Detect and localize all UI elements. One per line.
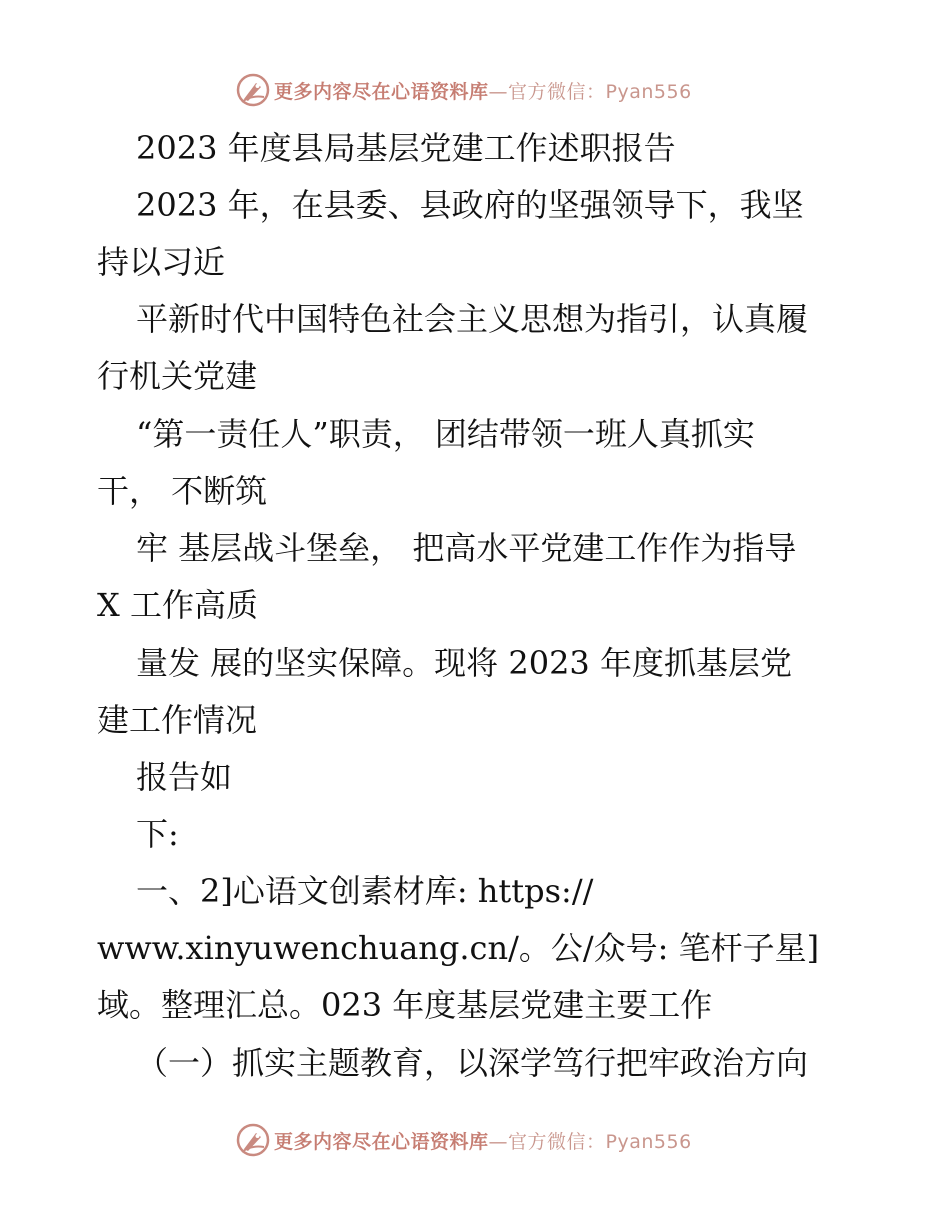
banner-wechat-id: Pyan556 <box>605 1130 692 1153</box>
paragraph-line: 域。整理汇总。023 年度基层党建主要工作 <box>97 986 713 1024</box>
header-banner <box>236 72 716 108</box>
section-heading: 一、2]心语文创素材库: https:// <box>136 872 594 910</box>
document-title: 2023 年度县局基层党建工作述职报告 <box>136 129 676 167</box>
banner-separator: — <box>488 1130 509 1153</box>
pen-nib-logo-icon <box>236 1123 270 1157</box>
paragraph-line: 下: <box>136 815 179 853</box>
paragraph-line: 干， 不断筑 <box>97 472 268 510</box>
paragraph-line: 2023 年，在县委、县政府的坚强领导下，我坚 <box>136 186 804 224</box>
paragraph-line: 行机关党建 <box>97 357 258 395</box>
paragraph-line: 建工作情况 <box>97 701 258 739</box>
banner-wechat-label: 官方微信： <box>508 1130 606 1153</box>
banner-main-text: 更多内容尽在心语资料库 <box>274 80 489 103</box>
subsection-heading: （一）抓实主题教育，以深学笃行把牢政治方向 <box>136 1044 809 1082</box>
banner-wechat-id: Pyan556 <box>605 80 692 103</box>
pen-nib-logo-icon <box>236 73 270 107</box>
paragraph-line: 持以习近 <box>97 243 226 281</box>
paragraph-line: X 工作高质 <box>97 586 258 624</box>
paragraph-line: www.xinyuwenchuang.cn/。公/众号: 笔杆子星] <box>97 929 820 967</box>
footer-banner-text <box>274 1127 692 1154</box>
footer-banner <box>236 1122 716 1158</box>
paragraph-line: 量发 展的坚实保障。现将 2023 年度抓基层党 <box>136 644 792 682</box>
paragraph-line: 平新时代中国特色社会主义思想为指引，认真履 <box>136 300 809 338</box>
paragraph-line: 牢 基层战斗堡垒， 把高水平党建工作作为指导 <box>136 529 797 567</box>
banner-separator: — <box>488 80 509 103</box>
banner-main-text: 更多内容尽在心语资料库 <box>274 1130 489 1153</box>
banner-wechat-label: 官方微信： <box>508 80 606 103</box>
header-banner-text <box>274 77 692 104</box>
paragraph-line: “第一责任人”职责， 团结带领一班人真抓实 <box>136 415 755 453</box>
paragraph-line: 报告如 <box>136 758 233 796</box>
